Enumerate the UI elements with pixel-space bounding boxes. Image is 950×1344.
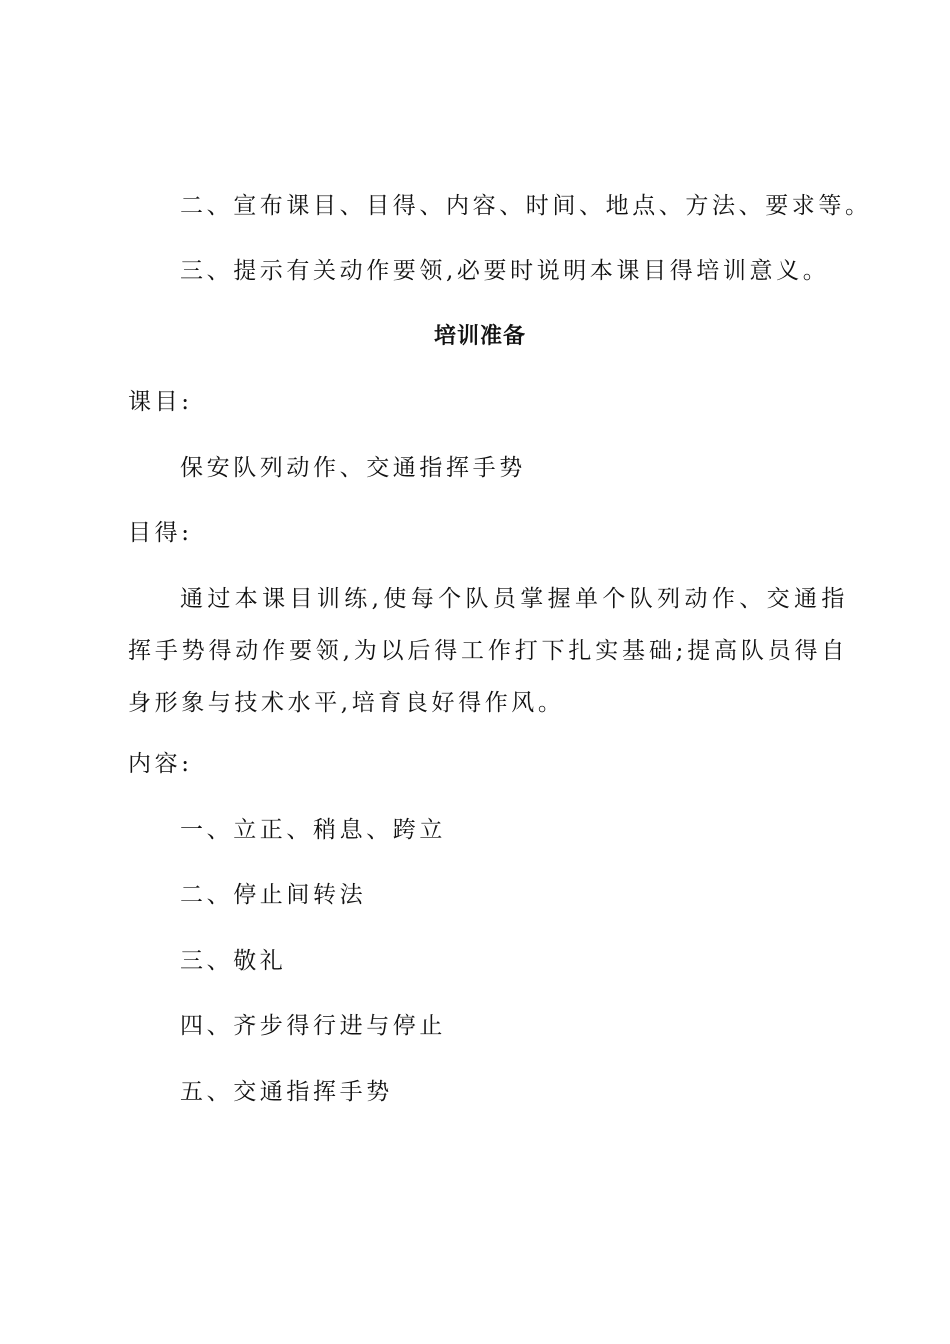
content-label: 内容:	[128, 751, 193, 777]
section-title: 培训准备	[433, 324, 526, 349]
purpose-paragraph: 通过本课目训练,使每个队员掌握单个队列动作、交通指挥手势得动作要领,为以后得工作打下扎实基础;提高队员得自身形象与技术水平,培育良好得作风。	[128, 586, 848, 716]
content-item-5: 五、交通指挥手势	[180, 1079, 393, 1105]
subject-label: 课目:	[128, 389, 193, 415]
subject-value: 保安队列动作、交通指挥手势	[180, 455, 526, 481]
content-item-2: 二、停止间转法	[180, 882, 367, 908]
purpose-label: 目得:	[128, 520, 193, 546]
content-item-4: 四、齐步得行进与停止	[180, 1013, 446, 1039]
intro-item-3: 三、提示有关动作要领,必要时说明本课目得培训意义。	[180, 258, 830, 284]
content-item-1: 一、立正、稍息、跨立	[180, 817, 446, 843]
content-item-3: 三、敬礼	[180, 948, 287, 974]
intro-item-2: 二、宣布课目、目得、内容、时间、地点、方法、要求等。	[180, 193, 872, 219]
